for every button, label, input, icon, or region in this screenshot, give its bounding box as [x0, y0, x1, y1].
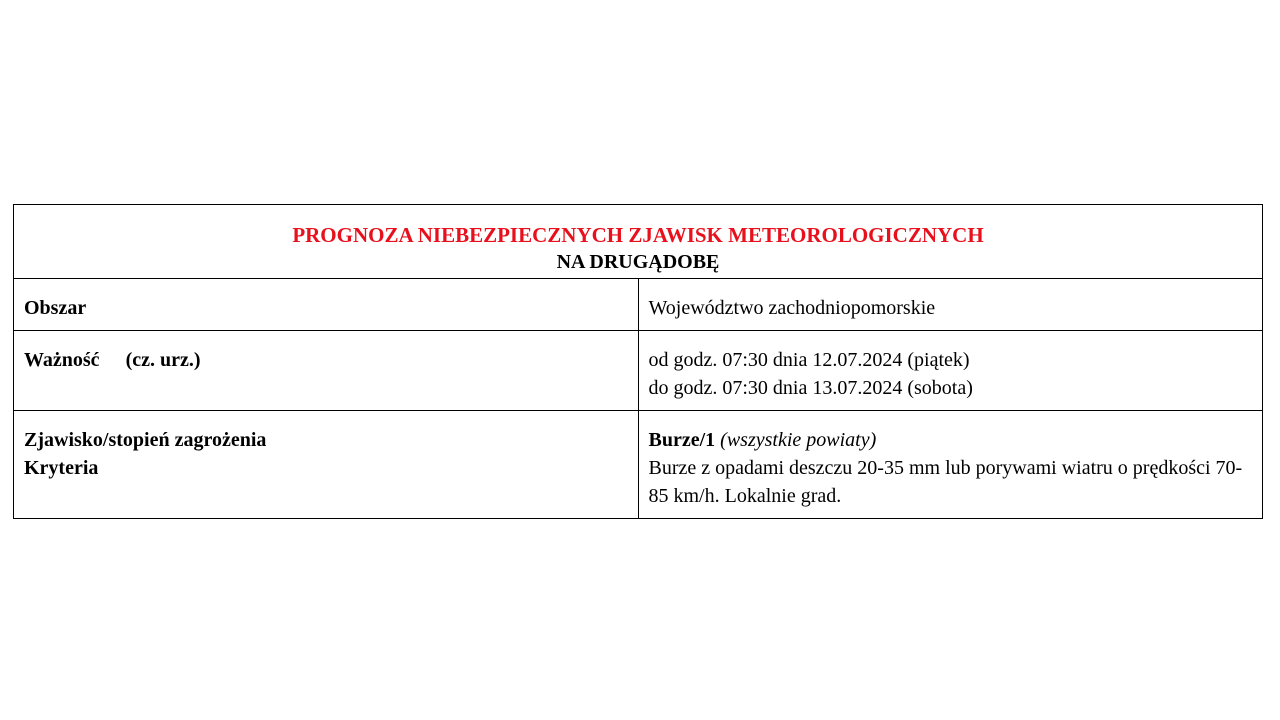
criteria-label: Kryteria [24, 457, 99, 479]
phenomenon-name: Burze/1 [648, 429, 716, 451]
validity-label-sub: (cz. urz.) [125, 349, 201, 371]
forecast-subtitle: NA DRUGĄDOBĘ [556, 251, 720, 273]
area-label: Obszar [24, 297, 87, 319]
phenomenon-label: Zjawisko/stopień zagrożenia [24, 429, 267, 451]
validity-value-cell [638, 331, 1263, 411]
validity-label: Ważność [24, 349, 100, 371]
area-label-cell [14, 279, 639, 331]
forecast-title: PROGNOZA NIEBEZPIECZNYCH ZJAWISK METEOROLOGICZNYCH [292, 223, 984, 247]
area-value: Województwo zachodniopomorskie [648, 297, 936, 319]
phenomenon-row [14, 411, 1263, 519]
title-cell [14, 205, 1263, 279]
validity-from: od godz. 07:30 dnia 12.07.2024 (piątek) [648, 349, 970, 371]
phenomenon-scope: (wszystkie powiaty) [720, 429, 877, 451]
phenomenon-label-cell [14, 411, 639, 519]
forecast-table [13, 204, 1263, 519]
validity-to: do godz. 07:30 dnia 13.07.2024 (sobota) [648, 377, 973, 399]
validity-row [14, 331, 1263, 411]
phenomenon-criteria: Burze z opadami deszczu 20-35 mm lub porywami wiatru o prędkości 70-85 km/h. Lokalnie grad. [648, 457, 1243, 507]
area-row [14, 279, 1263, 331]
phenomenon-value-cell [638, 411, 1263, 519]
area-value-cell [638, 279, 1263, 331]
validity-label-cell [14, 331, 639, 411]
title-row [14, 205, 1263, 279]
